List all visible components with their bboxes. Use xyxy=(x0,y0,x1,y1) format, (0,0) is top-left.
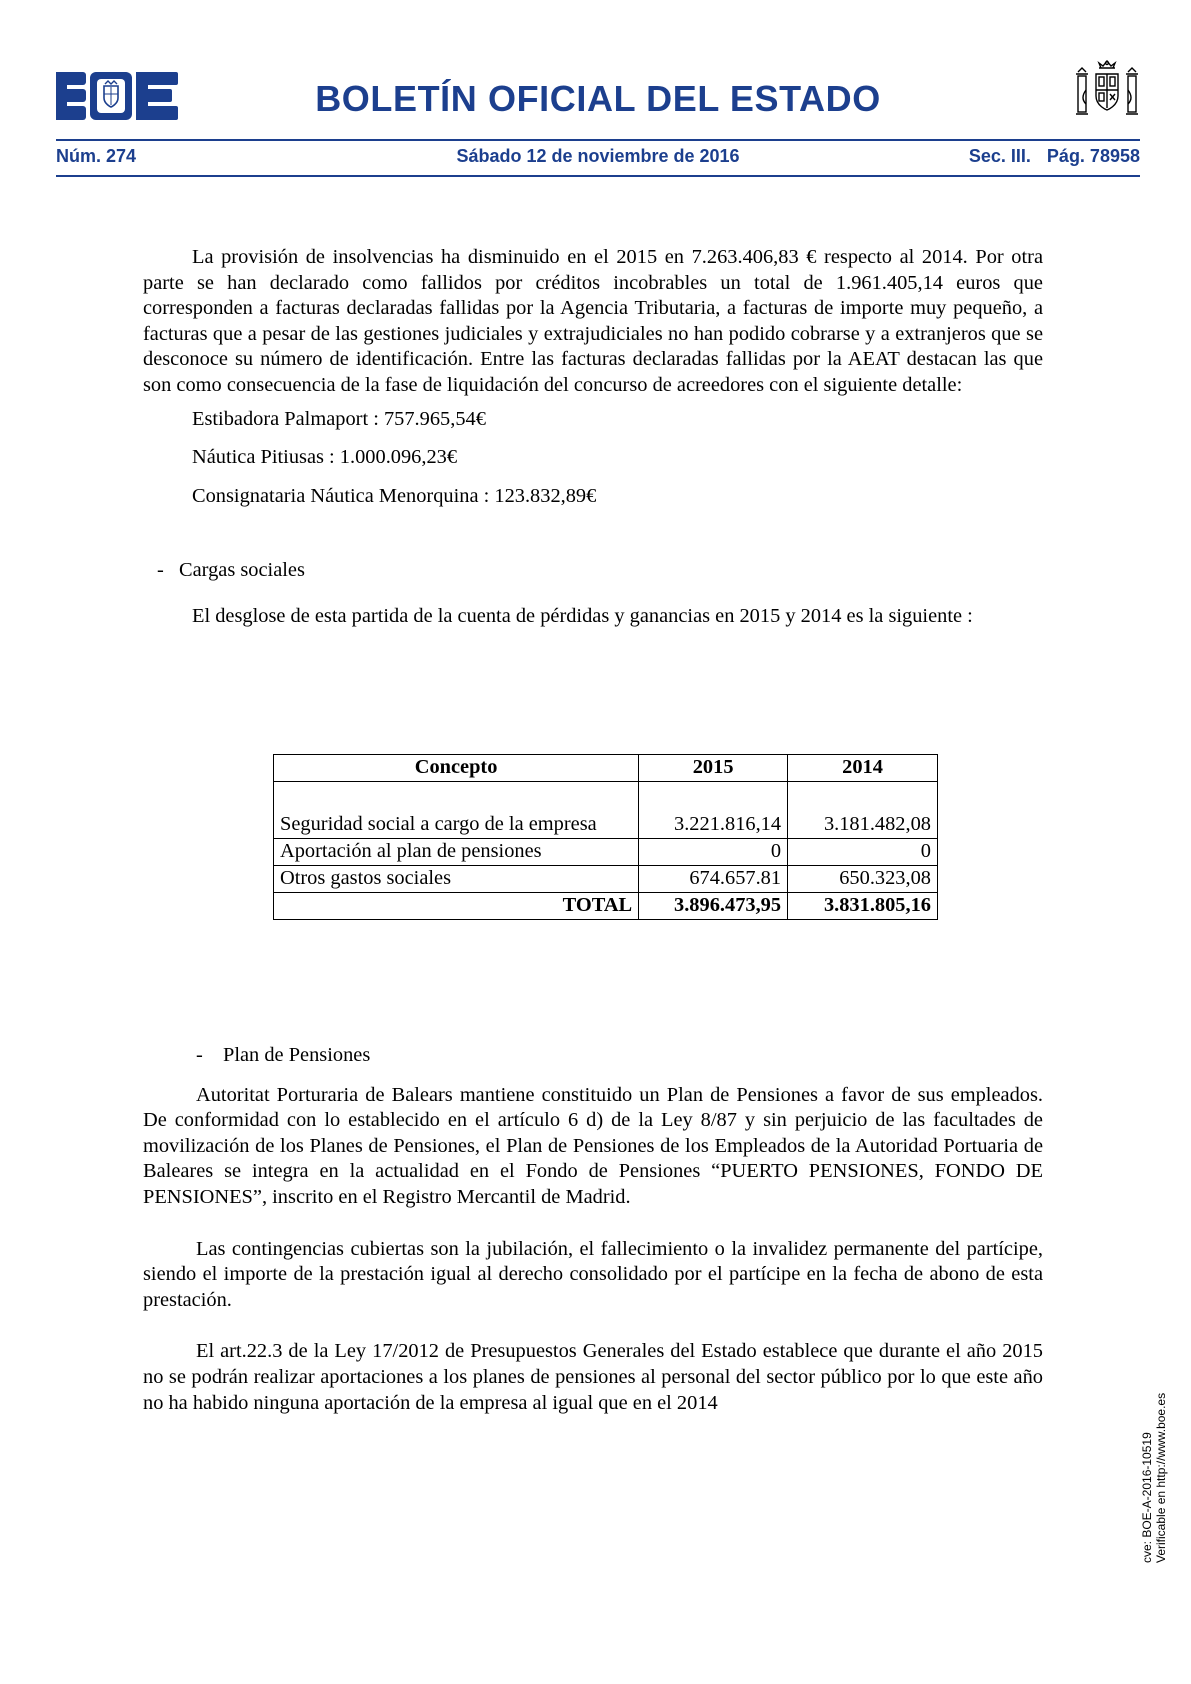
table-cell: 674.657.81 xyxy=(639,866,788,893)
document-body-top xyxy=(143,245,1043,630)
paragraph-insolvencias: La provisión de insolvencias ha disminuido en el 2015 en 7.263.406,83 € respecto al 2014. Por otra parte se han declarado como fallidos por créditos incobrables un total de 1.961.405,14 euros que corresponden a facturas declaradas fallidas por la Agencia Tributaria, a facturas de importe muy pequeño, a facturas que a pesar de las gestiones judiciales y extrajudiciales no han podido cobrarse y a extranjeros que se desconoce su número de identificación. Entre las facturas declaradas fallidas por la AEAT destacan las que son como consecuencia de la fase de liquidación del concurso de acreedores con el siguiente detalle: xyxy=(143,246,1043,396)
table-header-row xyxy=(274,755,938,782)
table-cell: Aportación al plan de pensiones xyxy=(274,839,639,866)
table-row xyxy=(274,839,938,866)
bullet-dash: - xyxy=(157,559,164,582)
table-intro: El desglose de esta partida de la cuenta de pérdidas y ganancias en 2015 y 2014 es la siguiente : xyxy=(192,604,973,627)
column-header: Concepto xyxy=(274,755,639,782)
column-header: 2014 xyxy=(788,755,938,782)
table-cell: Otros gastos sociales xyxy=(274,866,639,893)
list-item: Consignataria Náutica Menorquina : 123.832,89€ xyxy=(192,484,597,507)
paragraph-ley: El art.22.3 de la Ley 17/2012 de Presupuestos Generales del Estado establece que durante el año 2015 no se podrán realizar aportaciones a los planes de pensiones al personal del sector público por lo que este año no ha habido ninguna aportación de la empresa al igual que en el 2014 xyxy=(143,1340,1043,1414)
table-cell: 3.181.482,08 xyxy=(788,782,938,839)
bullet-dash: - xyxy=(196,1044,203,1066)
verify-url: Verificable en http://www.boe.es xyxy=(1154,1392,1168,1563)
cve-code: cve: BOE-A-2016-10519 xyxy=(1140,1432,1154,1563)
table-cell: 3.221.816,14 xyxy=(639,782,788,839)
table-cell: 0 xyxy=(788,839,938,866)
header-rule-bottom xyxy=(56,175,1140,177)
document-body-bottom xyxy=(143,1043,1043,1416)
cargas-sociales-table xyxy=(273,754,938,920)
issue-number: Núm. 274 xyxy=(56,146,137,166)
coat-of-arms-icon xyxy=(1074,60,1140,128)
verification-footer xyxy=(1140,1393,1168,1563)
total-2014: 3.831.805,16 xyxy=(788,893,938,920)
paragraph-contingencias: Las contingencias cubiertas son la jubilación, el fallecimiento o la invalidez permanente del partícipe, siendo el importe de la prestación igual al derecho consolidado por el partícipe en la fecha de abono de esta prestación. xyxy=(143,1237,1043,1311)
section-page xyxy=(969,146,1140,167)
table-cell: 0 xyxy=(639,839,788,866)
issue-date: Sábado 12 de noviembre de 2016 xyxy=(456,146,740,166)
heading-label: Cargas sociales xyxy=(179,559,305,582)
section-label: Sec. III. xyxy=(968,146,1031,166)
page-header xyxy=(56,70,1140,180)
table-total-row xyxy=(274,893,938,920)
page-number: Pág. 78958 xyxy=(1046,146,1140,166)
total-2015: 3.896.473,95 xyxy=(639,893,788,920)
header-rule-top xyxy=(56,139,1140,141)
heading-plan-pensiones xyxy=(143,1043,1043,1069)
total-label: TOTAL xyxy=(274,893,639,920)
table-row xyxy=(274,782,938,839)
column-header: 2015 xyxy=(639,755,788,782)
paragraph-plan: Autoritat Porturaria de Balears mantiene constituido un Plan de Pensiones a favor de sus empleados. De conformidad con lo establecido en el artículo 6 d) de la Ley 8/87 y sin perjuicio de las facultades de movilización de los Planes de Pensiones, el Plan de Pensiones de los Empleados de la Autoridad Portuaria de Baleares se integra en la actualidad en el Fondo de Pensiones “PUERTO PENSIONES, FONDO DE PENSIONES”, inscrito en el Registro Mercantil de Madrid. xyxy=(143,1083,1043,1208)
heading-label: Plan de Pensiones xyxy=(223,1044,371,1066)
list-item: Estibadora Palmaport : 757.965,54€ xyxy=(192,407,486,430)
table-row xyxy=(274,866,938,893)
heading-cargas-sociales xyxy=(143,558,1043,584)
page-title: BOLETÍN OFICIAL DEL ESTADO xyxy=(315,78,881,119)
table-cell: 650.323,08 xyxy=(788,866,938,893)
list-item: Náutica Pitiusas : 1.000.096,23€ xyxy=(192,446,458,469)
table-cell: Seguridad social a cargo de la empresa xyxy=(274,782,639,839)
